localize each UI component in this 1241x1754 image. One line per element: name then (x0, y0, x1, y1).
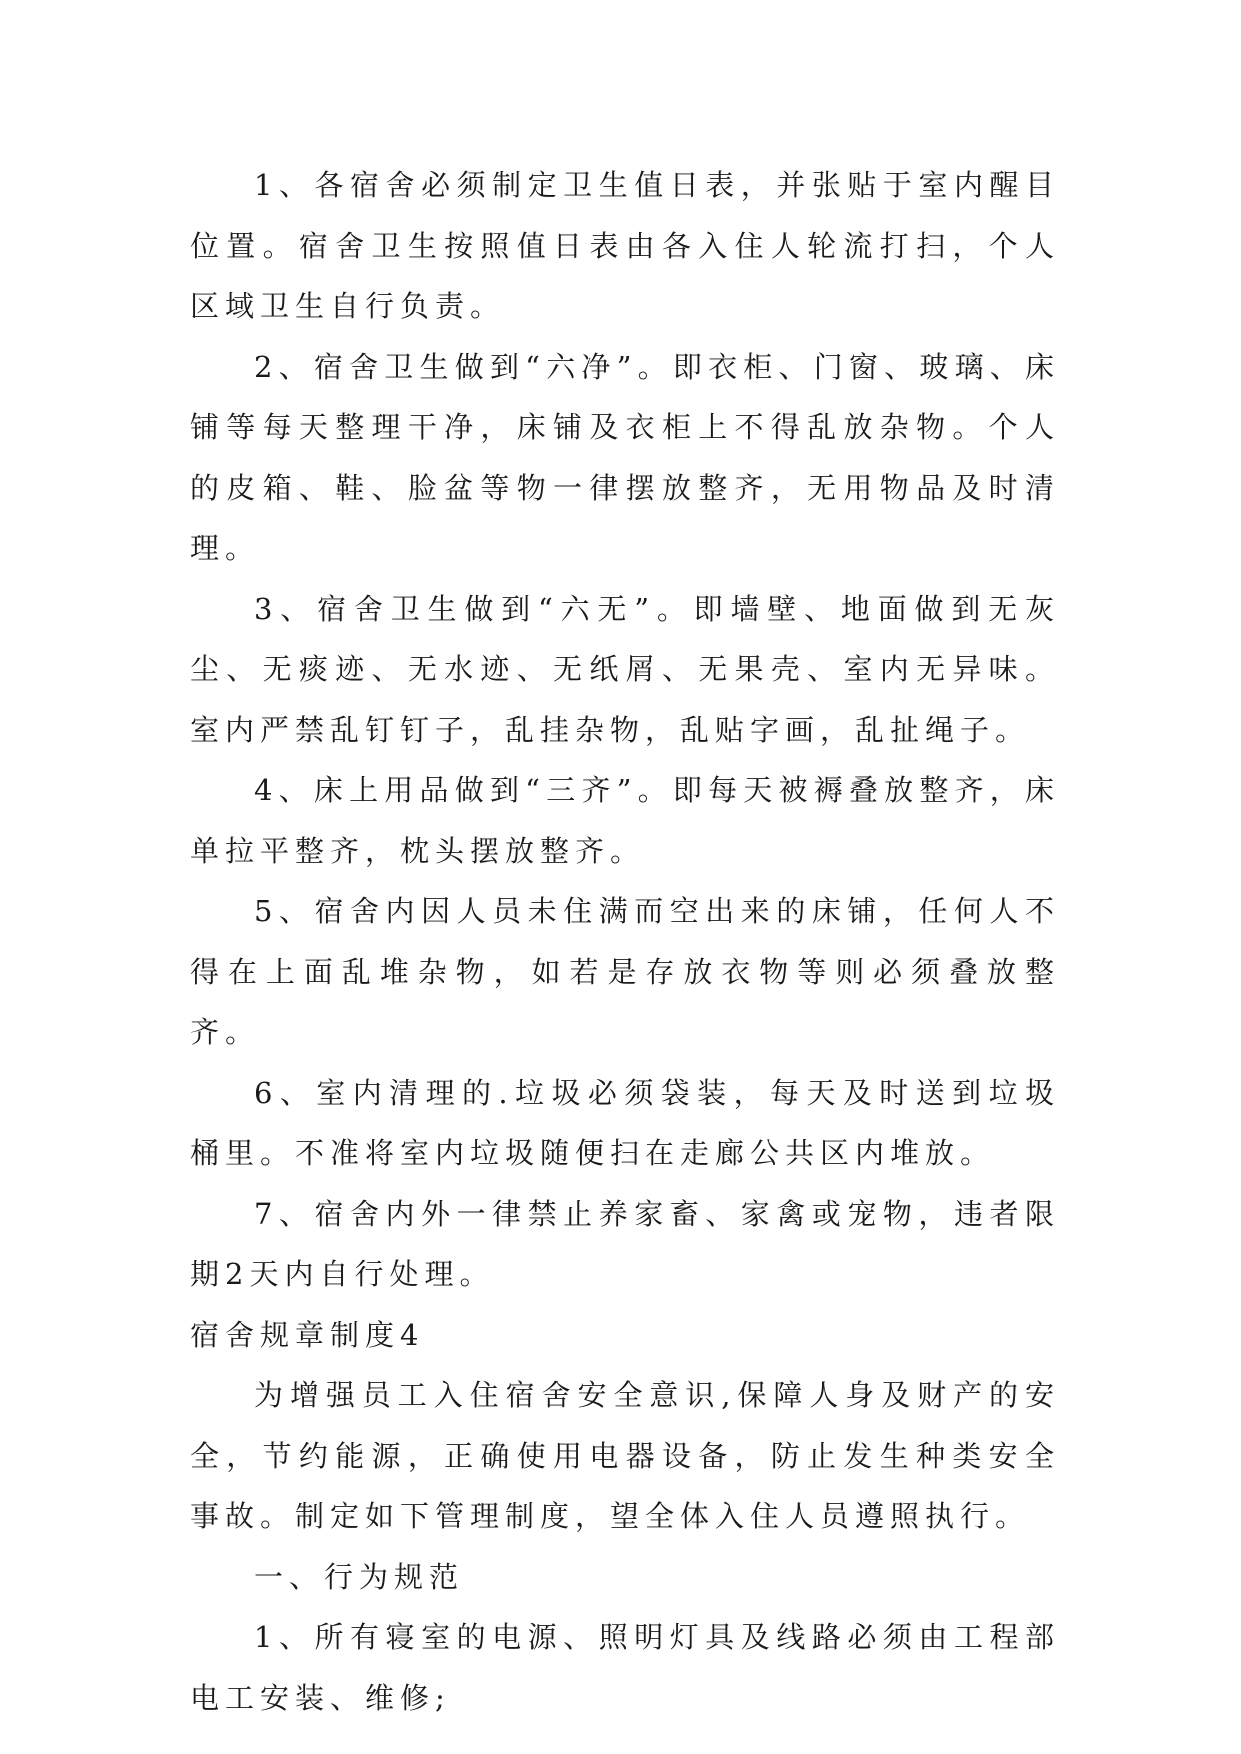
paragraph-rule-5: 5、宿舍内因人员未住满而空出来的床铺，任何人不得在上面乱堆杂物，如若是存放衣物等则必须叠放整齐。 (190, 894, 1060, 1049)
paragraph-rule-7: 7、宿舍内外一律禁止养家畜、家禽或宠物，违者限期2天内自行处理。 (190, 1196, 1060, 1291)
paragraph-rule-3: 3、宿舍卫生做到“六无”。即墙壁、地面做到无灰尘、无痰迹、无水迹、无纸屑、无果壳、室内无异味。室内严禁乱钉钉子，乱挂杂物，乱贴字画，乱扯绳子。 (190, 591, 1060, 747)
subheading: 一、行为规范 (254, 1559, 465, 1594)
document-page (190, 155, 1060, 1728)
paragraph-rule-4: 4、床上用品做到“三齐”。即每天被褥叠放整齐，床单拉平整齐，枕头摆放整齐。 (190, 773, 1060, 868)
paragraph-behavior-rule-1: 1、所有寝室的电源、照明灯具及线路必须由工程部电工安装、维修; (190, 1620, 1060, 1715)
paragraph-rule-1: 1、各宿舍必须制定卫生值日表，并张贴于室内醒目位置。宿舍卫生按照值日表由各入住人轮流打扫，个人区域卫生自行负责。 (190, 168, 1060, 323)
section-title: 宿舍规章制度4 (190, 1317, 425, 1352)
paragraph-rule-2: 2、宿舍卫生做到“六净”。即衣柜、门窗、玻璃、床铺等每天整理干净，床铺及衣柜上不得乱放杂物。个人的皮箱、鞋、脸盆等物一律摆放整齐，无用物品及时清理。 (190, 349, 1060, 565)
paragraph-rule-6: 6、室内清理的.垃圾必须袋装，每天及时送到垃圾桶里。不准将室内垃圾随便扫在走廊公共区内堆放。 (190, 1075, 1060, 1170)
intro-paragraph: 为增强员工入住宿舍安全意识,保障人身及财产的安全，节约能源，正确使用电器设备，防止发生种类安全事故。制定如下管理制度，望全体入住人员遵照执行。 (190, 1378, 1060, 1533)
